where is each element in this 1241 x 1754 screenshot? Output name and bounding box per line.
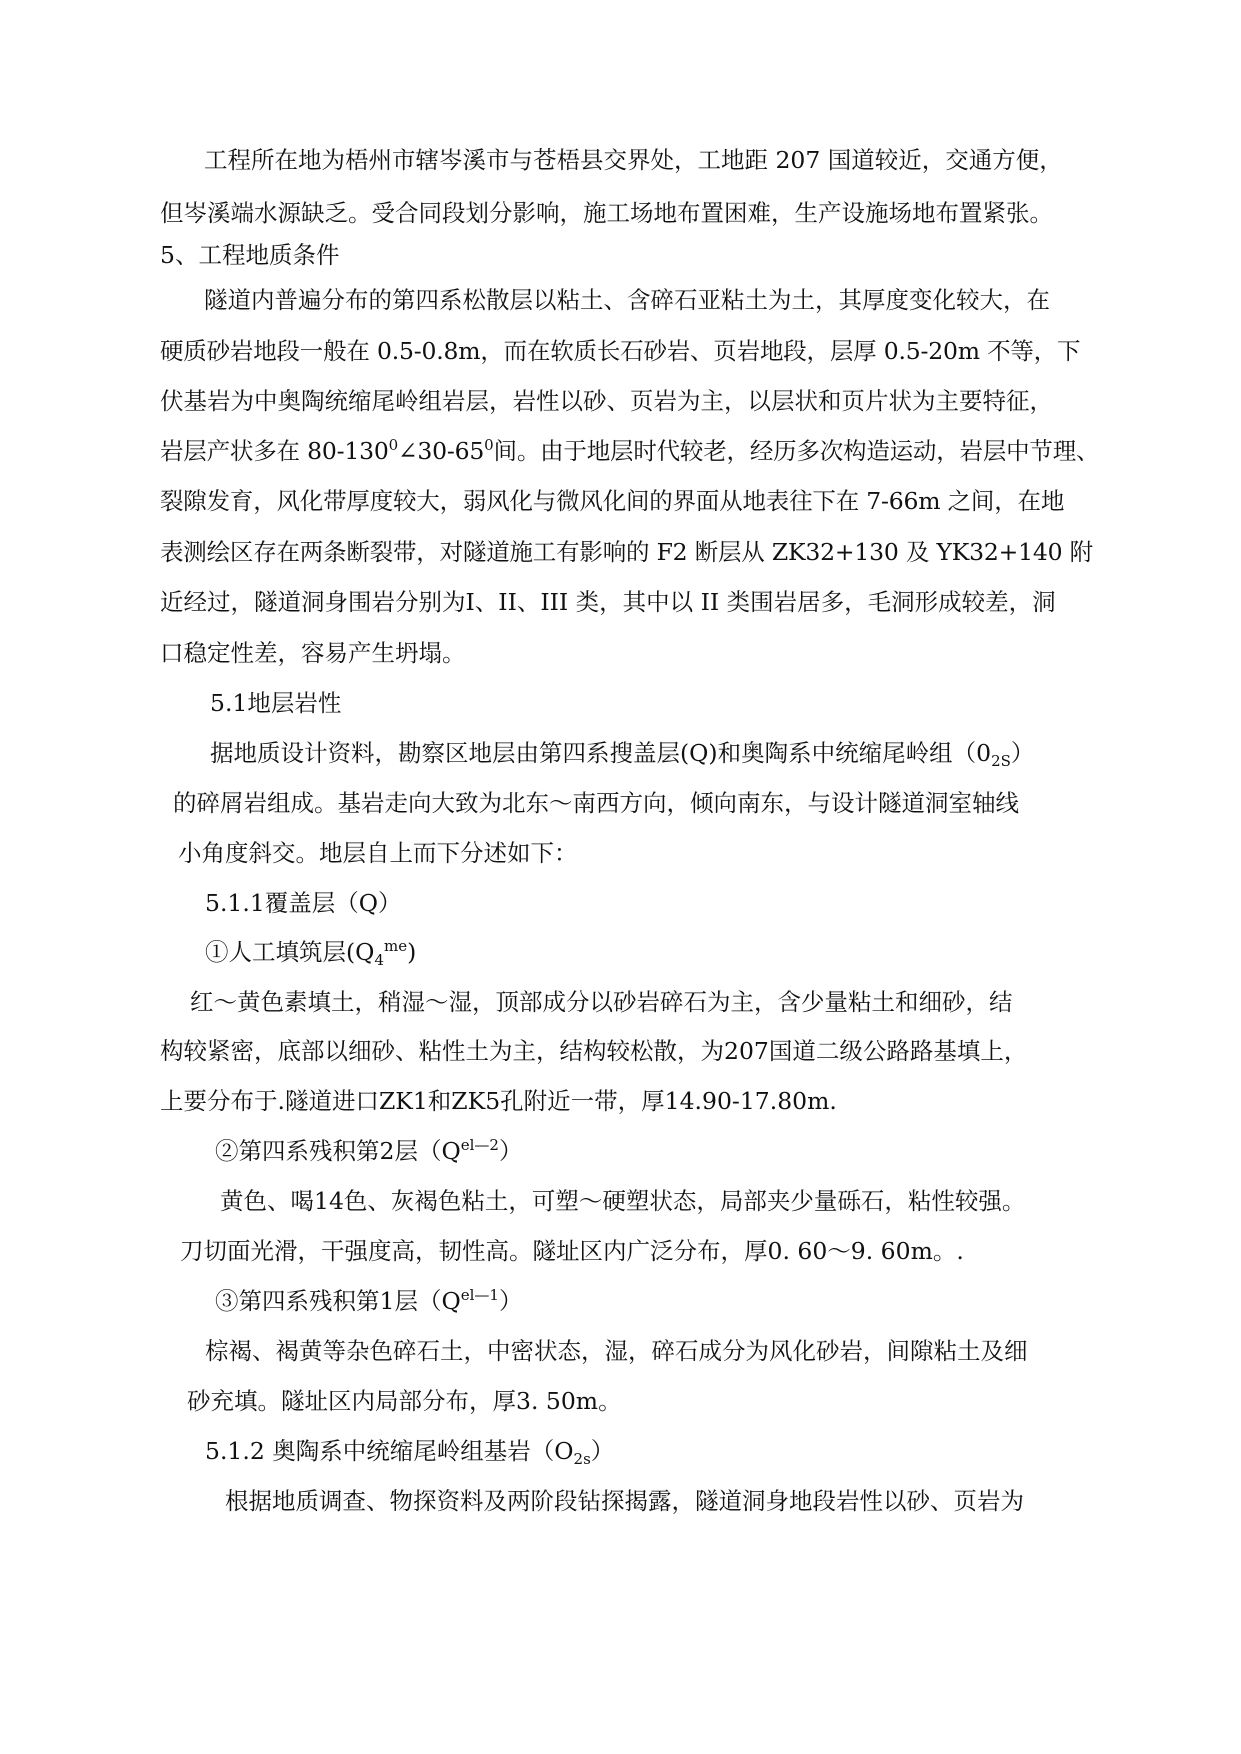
item-1-heading-part-a: ①人工填筑层(Q xyxy=(205,938,375,966)
section-5-1-para-line-3: 小角度斜交。地层自上而下分述如下： xyxy=(178,839,578,867)
item-2-line-1: 黄色、喝14色、灰褐色粘土，可塑～硬塑状态，局部夹少量砾石，粘性较强。 xyxy=(220,1187,1026,1215)
section-5-para-line-6: 表测绘区存在两条断裂带，对隧道施工有影响的 F2 断层从 ZK32+130 及 YK32+140 附 xyxy=(160,538,1093,566)
section-5-para-line-7: 近经过，隧道洞身围岩分别为Ⅰ、II、III 类，其中以 II 类围岩居多，毛洞形成较差，洞 xyxy=(160,588,1056,616)
section-5-para-line-4-part-c: 间。由于地层时代较老，经历多次构造运动，岩层中节理、 xyxy=(493,437,1100,465)
item-2-line-2: 刀切面光滑，干强度高，韧性高。隧址区内广泛分布，厚0. 60～9. 60m。. xyxy=(180,1237,964,1265)
intro-line-2: 但岑溪端水源缺乏。受合同段划分影响，施工场地布置困难，生产设施场地布置紧张。 xyxy=(160,199,1053,227)
item-2-heading xyxy=(215,1136,522,1166)
degree-superscript-2: 0 xyxy=(484,436,494,454)
item-1-superscript: me xyxy=(383,937,408,955)
section-5-para-line-2: 硬质砂岩地段一般在 0.5-0.8m，而在软质长石砂岩、页岩地段，层厚 0.5-20m 不等，下 xyxy=(160,337,1081,365)
section-5-para-line-4-part-b: ∠30-65 xyxy=(397,437,485,465)
section-5-1-para-line-1-part-b: ） xyxy=(1010,739,1035,767)
item-1-heading-part-b: ) xyxy=(407,938,417,966)
item-3-heading-part-b: ） xyxy=(498,1287,523,1315)
section-5-para-line-3: 伏基岩为中奥陶统缩尾岭组岩层，岩性以砂、页岩为主，以层状和页片状为主要特征， xyxy=(160,387,1053,415)
intro-line-1: 工程所在地为梧州市辖岑溪市与苍梧县交界处，工地距 207 国道较近，交通方便， xyxy=(204,146,1063,174)
item-1-line-3: 上要分布于.隧道进口ZK1和ZK5孔附近一带，厚14.90-17.80m. xyxy=(160,1087,837,1115)
item-1-line-2: 构较紧密，底部以细砂、粘性土为主，结构较松散，为207国道二级公路路基填上， xyxy=(160,1037,1028,1065)
item-3-superscript: el—1 xyxy=(460,1286,499,1304)
item-3-heading-part-a: ③第四系残积第1层（Q xyxy=(215,1287,461,1315)
section-5-para-line-4 xyxy=(160,436,1099,466)
item-2-superscript: el—2 xyxy=(460,1136,499,1154)
section-5-1-2-heading xyxy=(205,1436,614,1466)
section-5-heading: 5、工程地质条件 xyxy=(160,241,340,269)
section-5-1-para-line-1-part-a: 据地质设计资料，勘察区地层由第四系搜盖层(Q)和奥陶系中统缩尾岭组（0 xyxy=(210,739,992,767)
item-2-heading-part-a: ②第四系残积第2层（Q xyxy=(215,1137,461,1165)
section-5-1-para-line-2: 的碎屑岩组成。基岩走向大致为北东～南西方向，倾向南东，与设计隧道洞室轴线 xyxy=(173,789,1019,817)
section-5-1-2-heading-part-a: 5.1.2 奥陶系中统缩尾岭组基岩（O xyxy=(205,1437,574,1465)
section-5-para-line-8: 口稳定性差，容易产生坍塌。 xyxy=(160,639,466,667)
section-5-para-line-5: 裂隙发育，风化带厚度较大，弱风化与微风化间的界面从地表往下在 7-66m 之间，在地 xyxy=(160,487,1065,515)
section-5-1-2-line-1: 根据地质调查、物探资料及两阶段钻探揭露，隧道洞身地段岩性以砂、页岩为 xyxy=(225,1487,1024,1515)
formation-subscript: 2S xyxy=(991,752,1011,770)
item-3-line-1: 棕褐、褐黄等杂色碎石土，中密状态，湿，碎石成分为风化砂岩，间隙粘土及细 xyxy=(205,1337,1028,1365)
section-5-1-para-line-1 xyxy=(210,738,1034,768)
item-1-heading xyxy=(205,937,416,967)
section-5-para-line-1: 隧道内普遍分布的第四系松散层以粘土、含碎石亚粘土为土，其厚度变化较大，在 xyxy=(204,286,1050,314)
item-2-heading-part-b: ） xyxy=(498,1137,523,1165)
item-1-subscript: 4 xyxy=(374,951,384,969)
section-5-1-heading: 5.1地层岩性 xyxy=(210,689,342,717)
item-1-line-1: 红～黄色素填土，稍湿～湿，顶部成分以砂岩碎石为主，含少量粘土和细砂，结 xyxy=(190,988,1013,1016)
section-5-1-2-subscript: 2s xyxy=(573,1450,591,1468)
degree-superscript-1: 0 xyxy=(388,436,398,454)
section-5-1-1-heading: 5.1.1覆盖层（Q） xyxy=(205,889,402,917)
section-5-1-2-heading-part-b: ） xyxy=(590,1437,615,1465)
item-3-line-2: 砂充填。隧址区内局部分布，厚3. 50m。 xyxy=(187,1387,622,1415)
section-5-para-line-4-part-a: 岩层产状多在 80-130 xyxy=(160,437,389,465)
item-3-heading xyxy=(215,1286,522,1316)
